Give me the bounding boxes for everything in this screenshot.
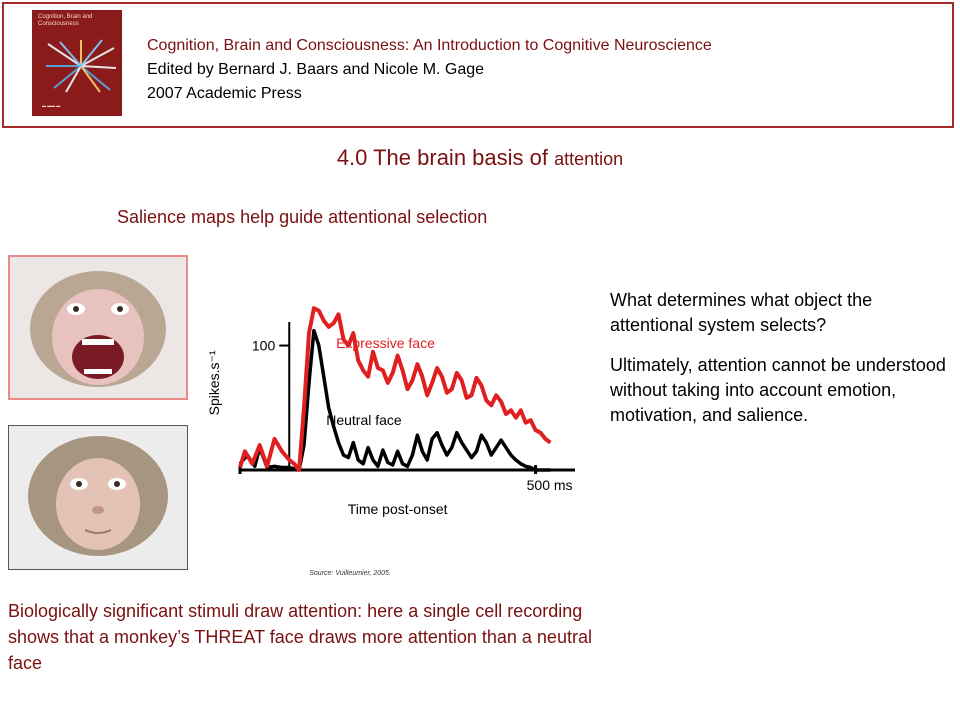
slide-title-main: 4.0 The brain basis of [336,145,555,170]
y-axis-label: Spikes.s⁻¹ [206,350,222,416]
book-cover-image [32,10,122,116]
cover-art-image [46,38,116,94]
expressive-face-photo [8,255,188,400]
sidebar-question: What determines what object the attentional system selects? [610,290,873,335]
sidebar-text [610,288,950,443]
figure-caption: Biologically significant stimuli draw attention: here a single cell recording shows that a monkey’s THREAT face draws more attention than a neutral face [8,601,592,673]
slide-title [0,145,960,171]
series-label-expressive-face: Expressive face [336,335,435,352]
editors-line: Edited by Bernard J. Baars and Nicole M. Gage [147,61,485,78]
cover-title: Cognition, Brain and Consciousness [38,14,93,27]
expressive-monkey-image [10,257,186,398]
chart-layer [206,308,575,577]
x-axis-label: Time post-onset [347,501,448,517]
publisher-line: 2007 Academic Press [147,85,302,102]
book-title-line: Cognition, Brain and Consciousness: An Introduction to Cognitive Neuroscience [147,37,712,54]
x-tick-label-500: 500 ms [526,477,573,493]
spike-rate-chart [205,290,590,585]
neutral-monkey-image [9,426,187,569]
slide-title-small: attention [554,149,624,169]
series-label-neutral-face: Neutral face [326,412,402,429]
cover-credit: ▬ ▬▬ ▬ [42,103,61,108]
book-citation [147,34,712,106]
neutral-face-photo [8,425,188,570]
sidebar-answer: Ultimately, attention cannot be understood without taking into account emotion, motivation, and salience. [610,355,946,425]
chart-source-note: Source: Vuilleumier, 2005. [309,570,391,577]
slide-subtitle: Salience maps help guide attentional selection [117,207,488,227]
series-line-neutral-face [240,331,550,470]
y-tick-label-100: 100 [251,337,276,354]
